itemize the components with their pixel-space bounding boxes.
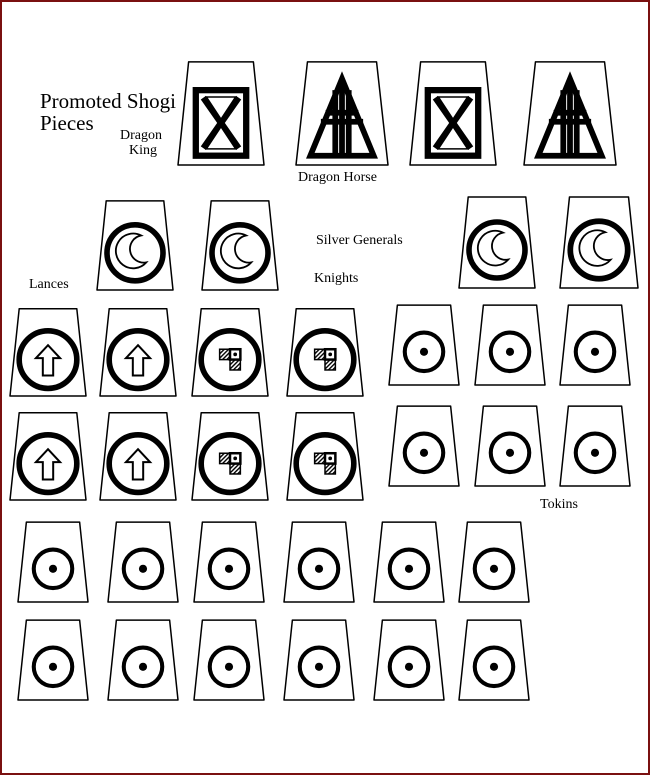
piece-knight	[285, 406, 365, 502]
center-dot	[405, 565, 413, 573]
hatched-square	[325, 464, 335, 474]
center-dot	[49, 565, 57, 573]
piece-dragon-king	[408, 54, 498, 167]
tokins-label: Tokins	[540, 497, 578, 512]
dragon-king-label	[120, 129, 162, 158]
piece-tokin	[387, 400, 461, 488]
piece-tokin	[282, 614, 356, 702]
piece-tokin	[192, 614, 266, 702]
dot-square	[230, 349, 240, 359]
piece-tokin	[387, 299, 461, 387]
piece-tokin	[473, 299, 547, 387]
piece-lance	[8, 406, 88, 502]
knights-label: Knights	[314, 271, 359, 286]
piece-tokin	[16, 614, 90, 702]
center-dot	[490, 663, 498, 671]
dot-square	[325, 453, 335, 463]
piece-tokin	[457, 516, 531, 604]
hatched-square	[230, 360, 240, 370]
piece-tokin	[16, 516, 90, 604]
lances-label: Lances	[29, 277, 69, 292]
piece-lance	[98, 406, 178, 502]
title-line-2: Pieces	[40, 111, 94, 136]
piece-silver-general	[558, 190, 640, 290]
center-dot	[591, 348, 599, 356]
piece-silver-general	[457, 190, 537, 290]
dragon-king-line-1: Dragon	[120, 128, 162, 143]
hatched-square	[315, 349, 325, 359]
piece-tokin	[372, 614, 446, 702]
center-dot	[420, 449, 428, 457]
piece-dragon-king	[176, 54, 266, 167]
piece-tokin	[192, 516, 266, 604]
center-dot	[225, 565, 233, 573]
piece-silver-general	[95, 194, 175, 292]
center-dot	[139, 663, 147, 671]
dragon-king-line-2: King	[129, 142, 157, 158]
center-dot	[591, 449, 599, 457]
hatched-square	[220, 349, 230, 359]
dragon-horse-label: Dragon Horse	[298, 170, 377, 185]
piece-knight	[190, 302, 270, 398]
piece-tokin	[106, 516, 180, 604]
piece-tokin	[558, 299, 632, 387]
piece-tokin	[282, 516, 356, 604]
piece-tokin	[457, 614, 531, 702]
dot-square	[325, 349, 335, 359]
piece-lance	[98, 302, 178, 398]
piece-tokin	[372, 516, 446, 604]
center-dot	[490, 565, 498, 573]
center-dot	[315, 565, 323, 573]
hatched-square	[220, 453, 230, 463]
center-dot	[506, 449, 514, 457]
piece-silver-general	[200, 194, 280, 292]
piece-tokin	[106, 614, 180, 702]
center-dot	[225, 663, 233, 671]
center-dot	[315, 663, 323, 671]
dot-square	[230, 453, 240, 463]
piece-dragon-horse	[522, 54, 618, 167]
center-dot	[139, 565, 147, 573]
silver-generals-label: Silver Generals	[316, 233, 403, 248]
hatched-square	[230, 464, 240, 474]
hatched-square	[325, 360, 335, 370]
center-dot	[405, 663, 413, 671]
piece-tokin	[558, 400, 632, 488]
piece-knight	[190, 406, 270, 502]
piece-lance	[8, 302, 88, 398]
piece-dragon-horse	[294, 54, 390, 167]
title-line-1: Promoted Shogi	[40, 89, 176, 113]
center-dot	[420, 348, 428, 356]
center-dot	[506, 348, 514, 356]
hatched-square	[315, 453, 325, 463]
piece-tokin	[473, 400, 547, 488]
piece-knight	[285, 302, 365, 398]
center-dot	[49, 663, 57, 671]
